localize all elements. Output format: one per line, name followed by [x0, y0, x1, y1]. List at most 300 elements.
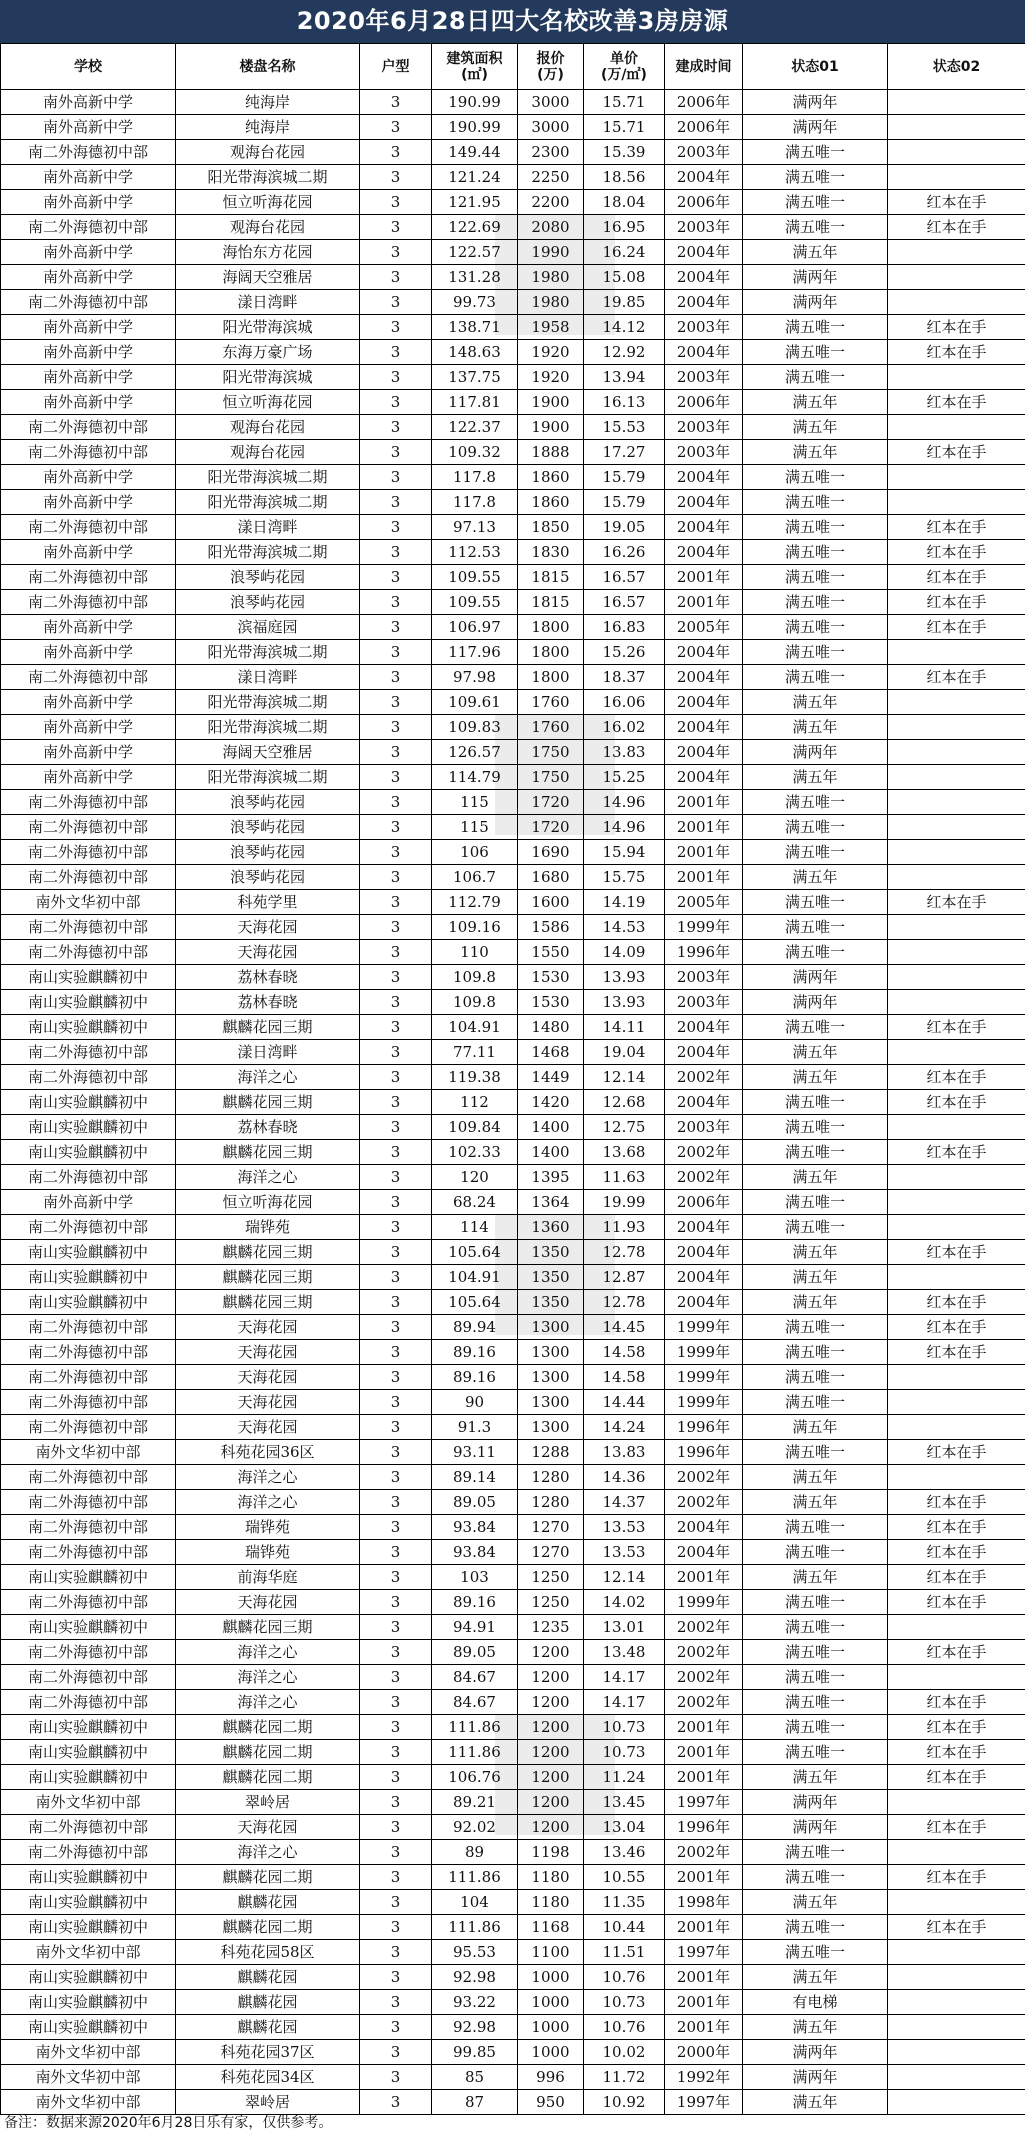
table-row [1, 1715, 1025, 1740]
cell-built-year: 1999年 [665, 1365, 743, 1390]
cell-school: 南山实验麒麟初中 [1, 2015, 176, 2040]
cell-status-01: 满五唯一 [743, 640, 888, 665]
cell-layout: 3 [360, 1815, 432, 1840]
cell-unit-price: 12.92 [584, 340, 665, 365]
cell-built-year: 2002年 [665, 1690, 743, 1715]
cell-status-01: 满两年 [743, 990, 888, 1015]
cell-unit-price: 14.37 [584, 1490, 665, 1515]
cell-estate: 科苑学里 [176, 890, 360, 915]
cell-price: 1760 [518, 715, 584, 740]
cell-status-02: 红本在手 [888, 1765, 1025, 1790]
cell-status-01: 满两年 [743, 1790, 888, 1815]
cell-estate: 海洋之心 [176, 1840, 360, 1865]
cell-status-01: 满五年 [743, 1465, 888, 1490]
cell-unit-price: 16.26 [584, 540, 665, 565]
cell-status-01: 满五唯一 [743, 1390, 888, 1415]
cell-layout: 3 [360, 1615, 432, 1640]
cell-status-01: 满五唯一 [743, 1590, 888, 1615]
cell-unit-price: 14.96 [584, 790, 665, 815]
table-row [1, 840, 1025, 865]
cell-school: 南外高新中学 [1, 115, 176, 140]
cell-estate: 麒麟花园 [176, 1990, 360, 2015]
cell-area: 105.64 [432, 1290, 518, 1315]
cell-school: 南外高新中学 [1, 690, 176, 715]
cell-built-year: 2004年 [665, 465, 743, 490]
cell-layout: 3 [360, 1515, 432, 1540]
cell-area: 93.84 [432, 1540, 518, 1565]
cell-status-02 [888, 765, 1025, 790]
cell-unit-price: 14.17 [584, 1665, 665, 1690]
cell-built-year: 2006年 [665, 115, 743, 140]
cell-unit-price: 12.78 [584, 1290, 665, 1315]
cell-status-02 [888, 1165, 1025, 1190]
cell-area: 110 [432, 940, 518, 965]
cell-school: 南二外海德初中部 [1, 1490, 176, 1515]
cell-built-year: 2004年 [665, 290, 743, 315]
cell-area: 109.55 [432, 590, 518, 615]
cell-area: 93.84 [432, 1515, 518, 1540]
cell-unit-price: 14.96 [584, 815, 665, 840]
cell-estate: 海洋之心 [176, 1165, 360, 1190]
cell-unit-price: 13.94 [584, 365, 665, 390]
cell-estate: 科苑花园34区 [176, 2065, 360, 2090]
cell-unit-price: 10.44 [584, 1915, 665, 1940]
cell-layout: 3 [360, 2015, 432, 2040]
cell-estate: 荔林春晓 [176, 965, 360, 990]
cell-status-02: 红本在手 [888, 215, 1025, 240]
cell-school: 南山实验麒麟初中 [1, 1265, 176, 1290]
table-row [1, 515, 1025, 540]
cell-area: 97.13 [432, 515, 518, 540]
table-row [1, 240, 1025, 265]
cell-layout: 3 [360, 640, 432, 665]
cell-school: 南山实验麒麟初中 [1, 1090, 176, 1115]
table-row [1, 1215, 1025, 1240]
cell-estate: 天海花园 [176, 1815, 360, 1840]
cell-unit-price: 13.46 [584, 1840, 665, 1865]
cell-price: 1000 [518, 1965, 584, 1990]
cell-status-01: 满五唯一 [743, 315, 888, 340]
cell-estate: 天海花园 [176, 1590, 360, 1615]
cell-area: 89 [432, 1840, 518, 1865]
cell-estate: 漾日湾畔 [176, 515, 360, 540]
table-row [1, 2065, 1025, 2090]
cell-school: 南二外海德初中部 [1, 1590, 176, 1615]
cell-price: 1850 [518, 515, 584, 540]
cell-price: 1680 [518, 865, 584, 890]
cell-status-01: 满两年 [743, 965, 888, 990]
cell-layout: 3 [360, 440, 432, 465]
cell-built-year: 1996年 [665, 1440, 743, 1465]
cell-price: 1360 [518, 1215, 584, 1240]
cell-built-year: 2004年 [665, 340, 743, 365]
cell-status-02 [888, 690, 1025, 715]
cell-price: 1958 [518, 315, 584, 340]
cell-status-01: 满五唯一 [743, 1540, 888, 1565]
cell-unit-price: 11.72 [584, 2065, 665, 2090]
cell-area: 112.53 [432, 540, 518, 565]
cell-status-01: 满五年 [743, 240, 888, 265]
cell-built-year: 2004年 [665, 1240, 743, 1265]
cell-price: 1350 [518, 1265, 584, 1290]
cell-estate: 浪琴屿花园 [176, 590, 360, 615]
cell-status-02: 红本在手 [888, 1815, 1025, 1840]
cell-area: 102.33 [432, 1140, 518, 1165]
cell-area: 126.57 [432, 740, 518, 765]
cell-unit-price: 19.04 [584, 1040, 665, 1065]
cell-unit-price: 15.26 [584, 640, 665, 665]
cell-estate: 漾日湾畔 [176, 1040, 360, 1065]
table-row [1, 1990, 1025, 2015]
cell-price: 1860 [518, 490, 584, 515]
cell-area: 92.02 [432, 1815, 518, 1840]
cell-estate: 阳光带海滨城二期 [176, 490, 360, 515]
cell-price: 1200 [518, 1815, 584, 1840]
cell-built-year: 2002年 [665, 1640, 743, 1665]
cell-estate: 阳光带海滨城二期 [176, 165, 360, 190]
table-row [1, 665, 1025, 690]
cell-price: 1200 [518, 1640, 584, 1665]
cell-price: 1395 [518, 1165, 584, 1190]
cell-built-year: 2001年 [665, 1865, 743, 1890]
cell-built-year: 2004年 [665, 490, 743, 515]
cell-status-02 [888, 1265, 1025, 1290]
cell-area: 120 [432, 1165, 518, 1190]
cell-price: 1530 [518, 965, 584, 990]
cell-price: 1300 [518, 1315, 584, 1340]
cell-estate: 天海花园 [176, 940, 360, 965]
cell-status-02: 红本在手 [888, 1740, 1025, 1765]
table-row [1, 265, 1025, 290]
cell-built-year: 2006年 [665, 390, 743, 415]
cell-status-01: 满五唯一 [743, 190, 888, 215]
cell-status-02 [888, 2040, 1025, 2065]
table-row [1, 1940, 1025, 1965]
cell-layout: 3 [360, 715, 432, 740]
cell-unit-price: 15.71 [584, 90, 665, 115]
cell-estate: 观海台花园 [176, 415, 360, 440]
cell-status-01: 满五年 [743, 1240, 888, 1265]
cell-estate: 阳光带海滨城二期 [176, 765, 360, 790]
cell-built-year: 2002年 [665, 1065, 743, 1090]
cell-status-02: 红本在手 [888, 1340, 1025, 1365]
cell-unit-price: 12.75 [584, 1115, 665, 1140]
cell-status-02 [888, 990, 1025, 1015]
table-row [1, 540, 1025, 565]
cell-built-year: 2004年 [665, 1265, 743, 1290]
table-row [1, 465, 1025, 490]
cell-price: 1800 [518, 665, 584, 690]
cell-status-02 [888, 1115, 1025, 1140]
cell-school: 南二外海德初中部 [1, 1165, 176, 1190]
cell-school: 南二外海德初中部 [1, 1390, 176, 1415]
cell-layout: 3 [360, 590, 432, 615]
cell-school: 南外高新中学 [1, 390, 176, 415]
cell-status-01: 满五唯一 [743, 1865, 888, 1890]
cell-status-02: 红本在手 [888, 1015, 1025, 1040]
cell-estate: 麒麟花园二期 [176, 1740, 360, 1765]
cell-area: 122.57 [432, 240, 518, 265]
cell-unit-price: 15.75 [584, 865, 665, 890]
cell-layout: 3 [360, 2040, 432, 2065]
table-row [1, 590, 1025, 615]
cell-area: 99.73 [432, 290, 518, 315]
cell-built-year: 1997年 [665, 1940, 743, 1965]
cell-school: 南二外海德初中部 [1, 790, 176, 815]
cell-unit-price: 15.71 [584, 115, 665, 140]
cell-built-year: 2002年 [665, 1465, 743, 1490]
cell-estate: 海洋之心 [176, 1690, 360, 1715]
cell-unit-price: 13.93 [584, 990, 665, 1015]
cell-area: 121.95 [432, 190, 518, 215]
table-row [1, 290, 1025, 315]
header-unit-price [584, 44, 665, 90]
cell-status-02 [888, 840, 1025, 865]
cell-estate: 纯海岸 [176, 115, 360, 140]
cell-unit-price: 14.58 [584, 1340, 665, 1365]
cell-layout: 3 [360, 1165, 432, 1190]
table-row [1, 1090, 1025, 1115]
cell-area: 114 [432, 1215, 518, 1240]
cell-price: 1720 [518, 815, 584, 840]
cell-area: 117.81 [432, 390, 518, 415]
header-area [432, 44, 518, 90]
cell-layout: 3 [360, 1065, 432, 1090]
cell-school: 南外文华初中部 [1, 2090, 176, 2115]
cell-school: 南山实验麒麟初中 [1, 1740, 176, 1765]
cell-layout: 3 [360, 1765, 432, 1790]
cell-estate: 麒麟花园 [176, 1890, 360, 1915]
cell-price: 1600 [518, 890, 584, 915]
cell-area: 91.3 [432, 1415, 518, 1440]
cell-unit-price: 17.27 [584, 440, 665, 465]
cell-layout: 3 [360, 1040, 432, 1065]
cell-estate: 天海花园 [176, 1390, 360, 1415]
cell-estate: 天海花园 [176, 1415, 360, 1440]
cell-area: 117.8 [432, 465, 518, 490]
cell-status-02 [888, 240, 1025, 265]
cell-unit-price: 10.55 [584, 1865, 665, 1890]
cell-area: 104.91 [432, 1015, 518, 1040]
cell-area: 109.84 [432, 1115, 518, 1140]
cell-unit-price: 10.73 [584, 1715, 665, 1740]
cell-status-01: 满两年 [743, 2040, 888, 2065]
cell-unit-price: 16.13 [584, 390, 665, 415]
cell-estate: 天海花园 [176, 1365, 360, 1390]
cell-price: 1900 [518, 390, 584, 415]
cell-unit-price: 14.02 [584, 1590, 665, 1615]
table-row [1, 1415, 1025, 1440]
table-row [1, 315, 1025, 340]
table-row [1, 365, 1025, 390]
table-row [1, 715, 1025, 740]
cell-layout: 3 [360, 1790, 432, 1815]
cell-status-02 [888, 1840, 1025, 1865]
cell-status-01: 满五唯一 [743, 1315, 888, 1340]
cell-price: 3000 [518, 90, 584, 115]
cell-status-02: 红本在手 [888, 515, 1025, 540]
cell-built-year: 2005年 [665, 615, 743, 640]
cell-area: 89.21 [432, 1790, 518, 1815]
table-row [1, 1515, 1025, 1540]
cell-area: 95.53 [432, 1940, 518, 1965]
cell-price: 1200 [518, 1765, 584, 1790]
cell-price: 1480 [518, 1015, 584, 1040]
cell-built-year: 2003年 [665, 1115, 743, 1140]
table-row [1, 165, 1025, 190]
cell-built-year: 2000年 [665, 2040, 743, 2065]
cell-unit-price: 14.12 [584, 315, 665, 340]
cell-status-02 [888, 1990, 1025, 2015]
table-row [1, 1865, 1025, 1890]
cell-estate: 荔林春晓 [176, 990, 360, 1015]
cell-layout: 3 [360, 990, 432, 1015]
cell-unit-price: 13.48 [584, 1640, 665, 1665]
cell-estate: 麒麟花园三期 [176, 1090, 360, 1115]
cell-estate: 麒麟花园三期 [176, 1240, 360, 1265]
cell-area: 109.8 [432, 990, 518, 1015]
cell-built-year: 2001年 [665, 865, 743, 890]
cell-area: 85 [432, 2065, 518, 2090]
cell-status-01: 满五唯一 [743, 1215, 888, 1240]
cell-price: 1280 [518, 1465, 584, 1490]
cell-layout: 3 [360, 1540, 432, 1565]
cell-layout: 3 [360, 1140, 432, 1165]
cell-status-01: 满五唯一 [743, 540, 888, 565]
cell-unit-price: 16.24 [584, 240, 665, 265]
cell-estate: 麒麟花园二期 [176, 1715, 360, 1740]
cell-status-01: 满五年 [743, 1490, 888, 1515]
cell-status-01: 满五年 [743, 2090, 888, 2115]
cell-layout: 3 [360, 1490, 432, 1515]
cell-built-year: 2001年 [665, 565, 743, 590]
cell-school: 南二外海德初中部 [1, 1540, 176, 1565]
table-row [1, 790, 1025, 815]
cell-status-01: 满五年 [743, 415, 888, 440]
cell-school: 南外高新中学 [1, 265, 176, 290]
cell-area: 89.94 [432, 1315, 518, 1340]
cell-status-01: 满两年 [743, 1815, 888, 1840]
cell-area: 89.14 [432, 1465, 518, 1490]
table-row [1, 1540, 1025, 1565]
cell-estate: 海洋之心 [176, 1065, 360, 1090]
cell-built-year: 2003年 [665, 365, 743, 390]
cell-built-year: 2002年 [665, 1490, 743, 1515]
cell-layout: 3 [360, 1890, 432, 1915]
cell-school: 南外高新中学 [1, 190, 176, 215]
cell-layout: 3 [360, 1340, 432, 1365]
cell-unit-price: 10.02 [584, 2040, 665, 2065]
cell-school: 南外高新中学 [1, 640, 176, 665]
table-row [1, 2090, 1025, 2115]
cell-estate: 海洋之心 [176, 1640, 360, 1665]
cell-layout: 3 [360, 1415, 432, 1440]
cell-unit-price: 13.83 [584, 1440, 665, 1465]
cell-estate: 浪琴屿花园 [176, 865, 360, 890]
cell-status-02 [888, 1790, 1025, 1815]
cell-school: 南二外海德初中部 [1, 815, 176, 840]
cell-layout: 3 [360, 740, 432, 765]
cell-school: 南二外海德初中部 [1, 515, 176, 540]
cell-status-01: 满五唯一 [743, 665, 888, 690]
cell-unit-price: 11.63 [584, 1165, 665, 1190]
cell-school: 南山实验麒麟初中 [1, 1765, 176, 1790]
cell-status-02: 红本在手 [888, 590, 1025, 615]
table-row [1, 340, 1025, 365]
cell-estate: 翠岭居 [176, 1790, 360, 1815]
table-row [1, 415, 1025, 440]
cell-unit-price: 13.68 [584, 1140, 665, 1165]
cell-price: 1000 [518, 1990, 584, 2015]
cell-school: 南山实验麒麟初中 [1, 965, 176, 990]
cell-status-01: 满五年 [743, 1415, 888, 1440]
cell-layout: 3 [360, 1265, 432, 1290]
cell-unit-price: 15.25 [584, 765, 665, 790]
cell-layout: 3 [360, 565, 432, 590]
cell-built-year: 2001年 [665, 1765, 743, 1790]
cell-built-year: 1999年 [665, 1340, 743, 1365]
cell-unit-price: 18.37 [584, 665, 665, 690]
cell-estate: 瑞铧苑 [176, 1540, 360, 1565]
cell-built-year: 2004年 [665, 665, 743, 690]
header-status-02: 状态02 [888, 44, 1025, 90]
table-row [1, 640, 1025, 665]
cell-area: 97.98 [432, 665, 518, 690]
cell-area: 111.86 [432, 1715, 518, 1740]
cell-unit-price: 16.95 [584, 215, 665, 240]
table-row [1, 1665, 1025, 1690]
cell-price: 1300 [518, 1340, 584, 1365]
table-row [1, 1765, 1025, 1790]
cell-status-02 [888, 2090, 1025, 2115]
cell-status-02 [888, 140, 1025, 165]
cell-school: 南二外海德初中部 [1, 915, 176, 940]
cell-status-02: 红本在手 [888, 340, 1025, 365]
cell-status-02 [888, 1665, 1025, 1690]
cell-layout: 3 [360, 1215, 432, 1240]
cell-layout: 3 [360, 1315, 432, 1340]
cell-status-01: 满五唯一 [743, 490, 888, 515]
cell-estate: 天海花园 [176, 1340, 360, 1365]
cell-school: 南二外海德初中部 [1, 565, 176, 590]
cell-area: 89.16 [432, 1365, 518, 1390]
cell-status-02 [888, 965, 1025, 990]
cell-school: 南山实验麒麟初中 [1, 1615, 176, 1640]
cell-layout: 3 [360, 365, 432, 390]
cell-school: 南外高新中学 [1, 340, 176, 365]
table-row [1, 1640, 1025, 1665]
cell-area: 137.75 [432, 365, 518, 390]
cell-built-year: 2001年 [665, 590, 743, 615]
cell-built-year: 2001年 [665, 1965, 743, 1990]
cell-layout: 3 [360, 240, 432, 265]
cell-built-year: 2003年 [665, 990, 743, 1015]
cell-price: 1000 [518, 2015, 584, 2040]
cell-estate: 浪琴屿花园 [176, 790, 360, 815]
cell-status-01: 满五年 [743, 765, 888, 790]
cell-status-01: 满五唯一 [743, 1140, 888, 1165]
cell-estate: 滨福庭园 [176, 615, 360, 640]
table-row [1, 490, 1025, 515]
table-row [1, 1315, 1025, 1340]
cell-unit-price: 14.19 [584, 890, 665, 915]
cell-estate: 阳光带海滨城二期 [176, 465, 360, 490]
cell-status-01: 满五唯一 [743, 915, 888, 940]
cell-estate: 天海花园 [176, 1315, 360, 1340]
cell-area: 92.98 [432, 1965, 518, 1990]
cell-layout: 3 [360, 1015, 432, 1040]
cell-layout: 3 [360, 515, 432, 540]
